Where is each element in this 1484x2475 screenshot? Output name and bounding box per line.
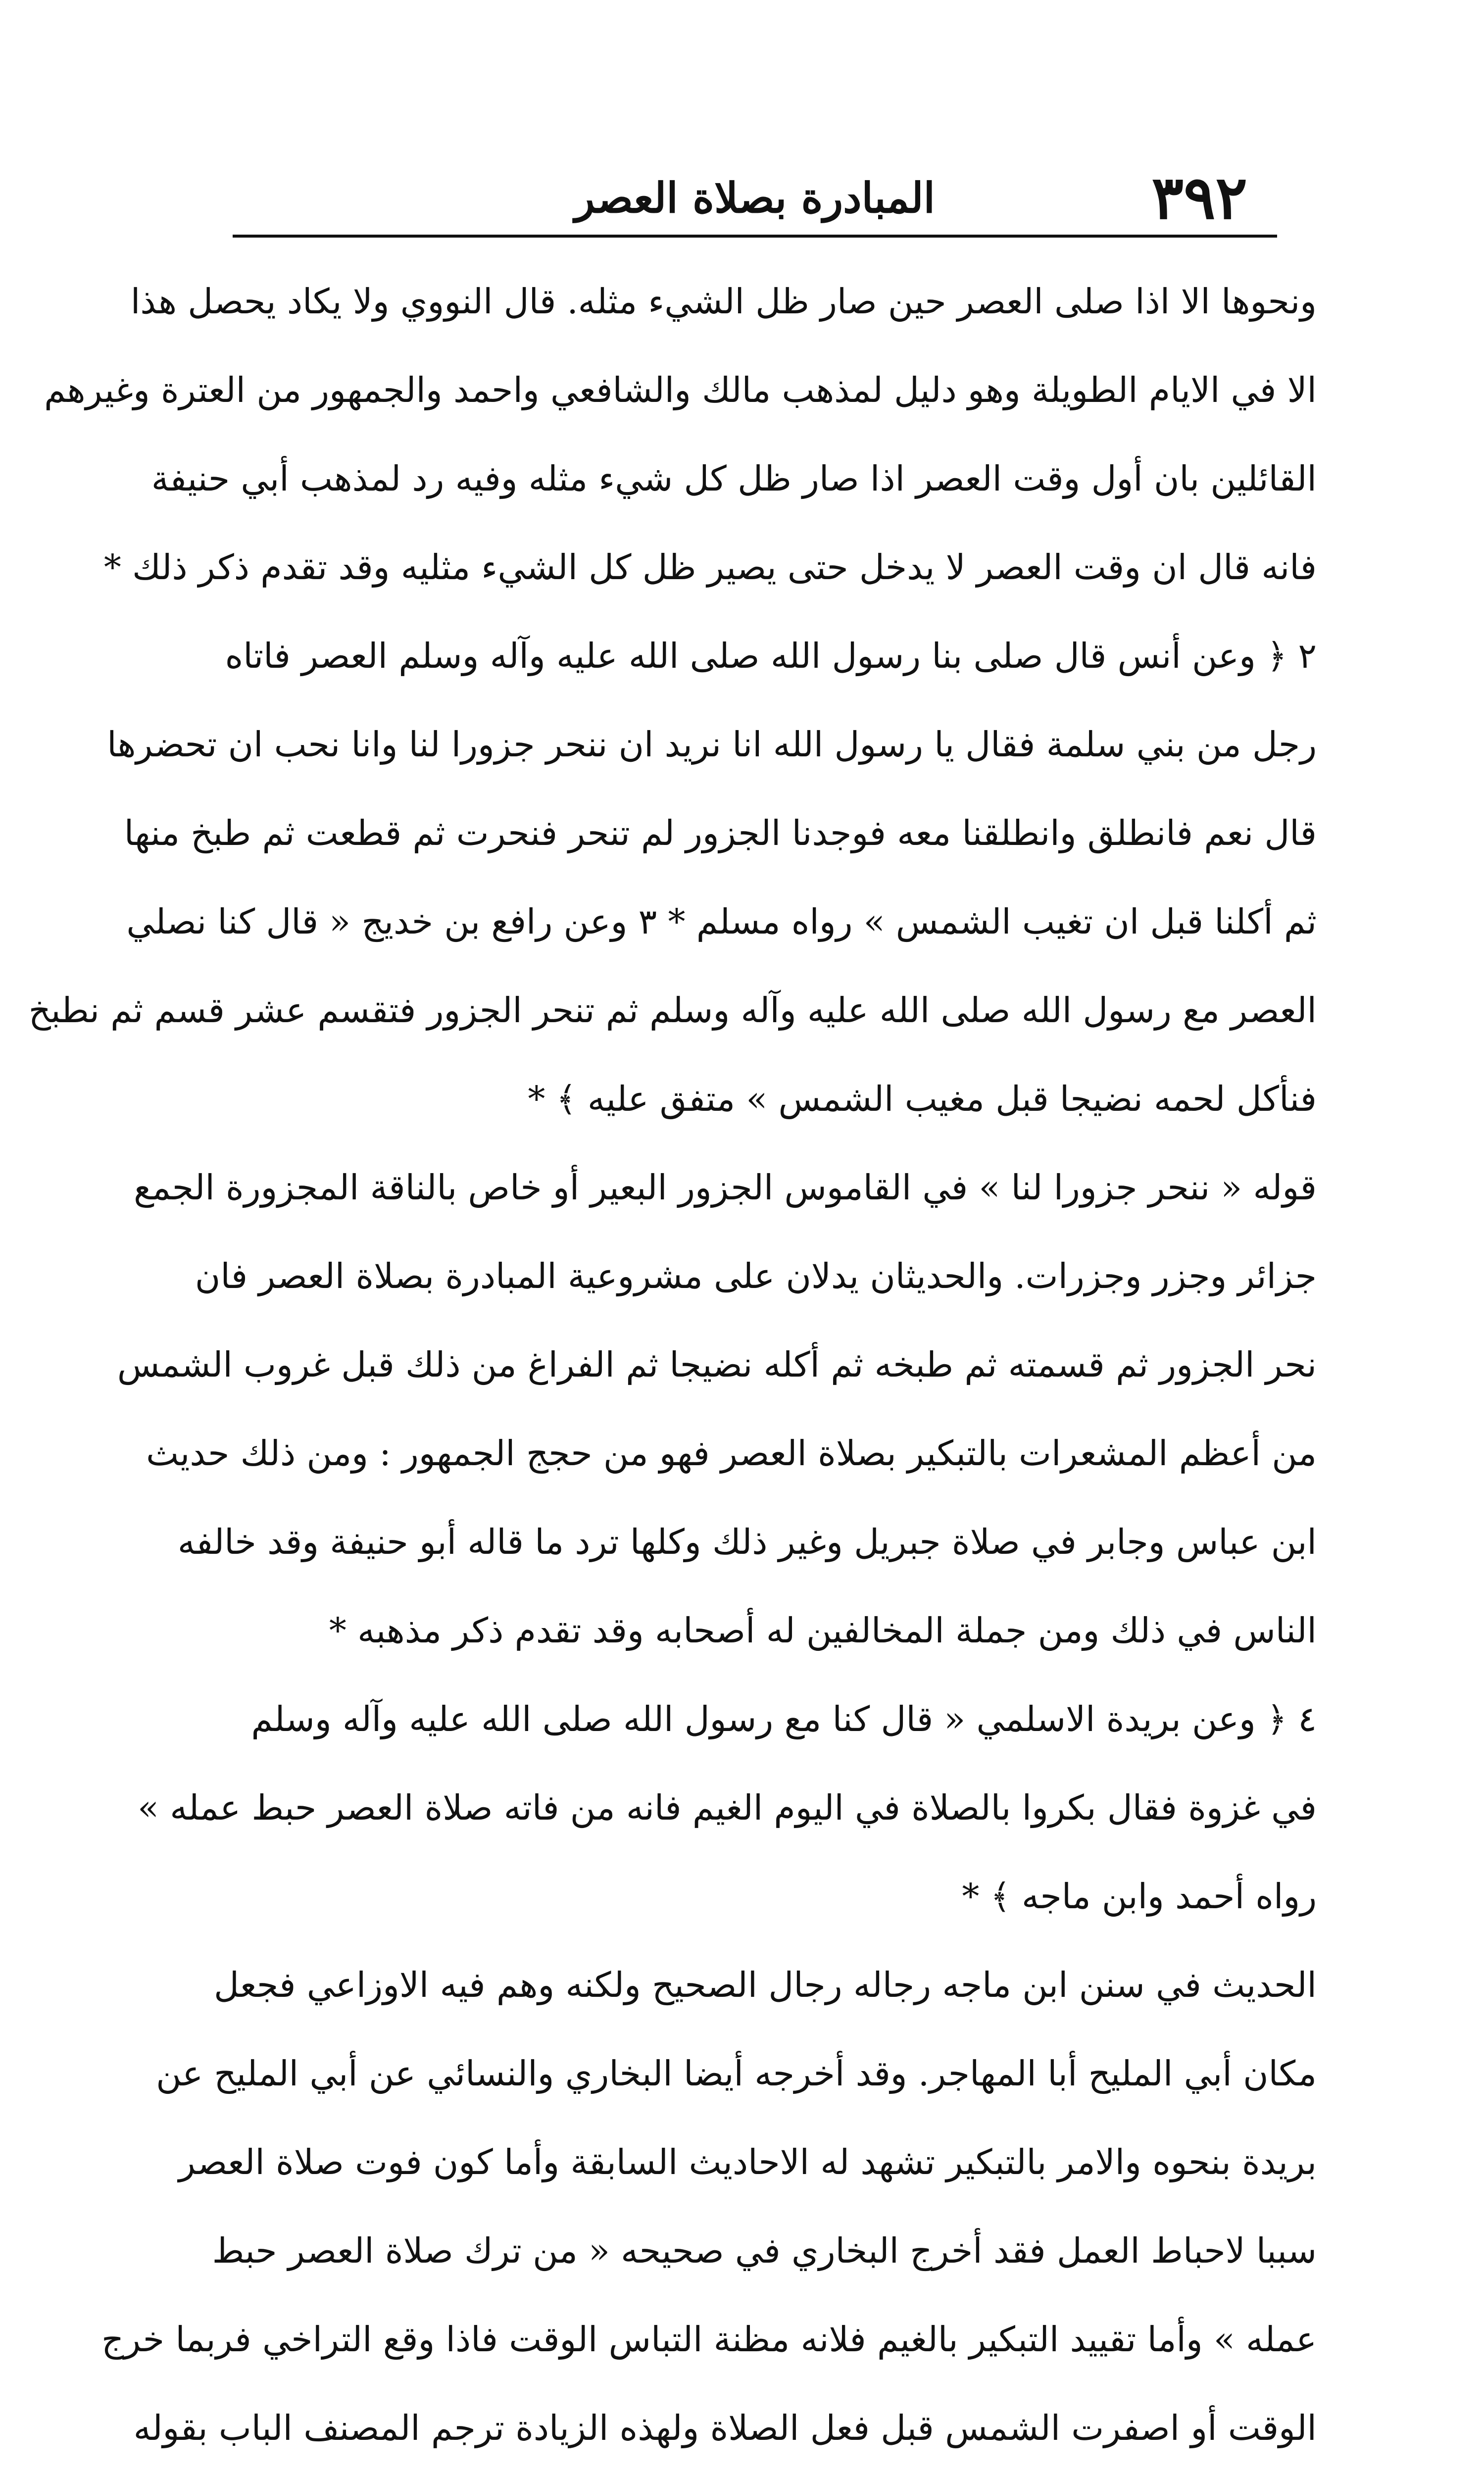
page-number: ٣٩٢: [1151, 163, 1247, 233]
hadith-line: ثم أكلنا قبل ان تغيب الشمس » رواه مسلم * ٣ وعن رافع بن خديج « قال كنا نصلي: [126, 901, 1317, 942]
text-line: القائلين بان أول وقت العصر اذا صار ظل كل شيء مثله وفيه رد لمذهب أبي حنيفة: [151, 458, 1317, 499]
running-title: المبادرة بصلاة العصر: [575, 173, 935, 222]
commentary-line: الوقت أو اصفرت الشمس قبل فعل الصلاة ولهذه الزيادة ترجم المصنف الباب بقوله: [133, 2408, 1317, 2448]
commentary-line: نحر الجزور ثم قسمته ثم طبخه ثم أكله نضيجا ثم الفراغ من ذلك قبل غروب الشمس: [117, 1344, 1317, 1385]
hadith-line: ٢ ﴿ وعن أنس قال صلى بنا رسول الله صلى الله عليه وآله وسلم العصر فاتاه: [225, 636, 1317, 676]
text-line: ونحوها الا اذا صلى العصر حين صار ظل الشيء مثله. قال النووي ولا يكاد يحصل هذا: [130, 281, 1317, 322]
commentary-line: بريدة بنحوه والامر بالتبكير تشهد له الاحاديث السابقة وأما كون فوت صلاة العصر: [178, 2142, 1317, 2182]
page-header: [233, 163, 1277, 238]
commentary-line: جزائر وجزر وجزرات. والحديثان يدلان على مشروعية المبادرة بصلاة العصر فان: [195, 1256, 1317, 1296]
commentary-line: من أعظم المشعرات بالتبكير بصلاة العصر فهو من حجج الجمهور : ومن ذلك حديث: [146, 1433, 1317, 1474]
commentary-line: الناس في ذلك ومن جملة المخالفين له أصحابه وقد تقدم ذكر مذهبه *: [329, 1610, 1317, 1651]
hadith-line: قال نعم فانطلق وانطلقنا معه فوجدنا الجزور لم تنحر فنحرت ثم قطعت ثم طبخ منها: [124, 813, 1317, 853]
commentary-line: [198, 2473, 1317, 2475]
commentary-line: عمله » وأما تقييد التبكير بالغيم فلانه مظنة التباس الوقت فاذا وقع التراخي فربما خرج: [101, 2319, 1317, 2360]
header-rule: [233, 235, 1277, 238]
commentary-line: الحديث في سنن ابن ماجه رجاله رجال الصحيح ولكنه وهم فيه الاوزاعي فجعل: [214, 1965, 1317, 2005]
body-text: [28, 257, 1317, 2475]
hadith-line: في غزوة فقال بكروا بالصلاة في اليوم الغيم فانه من فاته صلاة العصر حبط عمله »: [138, 1787, 1317, 1828]
text-line: فانه قال ان وقت العصر لا يدخل حتى يصير ظل كل الشيء مثليه وقد تقدم ذكر ذلك *: [103, 547, 1317, 588]
commentary-line: سببا لاحباط العمل فقد أخرج البخاري في صحيحه « من ترك صلاة العصر حبط: [212, 2230, 1317, 2271]
hadith-line: فنأكل لحمه نضيجا قبل مغيب الشمس » متفق عليه ﴾ *: [528, 1079, 1317, 1119]
hadith-line: العصر مع رسول الله صلى الله عليه وآله وسلم ثم تنحر الجزور فتقسم عشر قسم ثم نطبخ: [28, 990, 1317, 1031]
hadith-line: ٤ ﴿ وعن بريدة الاسلمي « قال كنا مع رسول الله صلى الله عليه وآله وسلم: [251, 1699, 1317, 1739]
commentary-line: قوله « ننحر جزورا لنا » في القاموس الجزور البعير أو خاص بالناقة المجزورة الجمع: [134, 1167, 1317, 1208]
hadith-line: رواه أحمد وابن ماجه ﴾ *: [962, 1876, 1317, 1917]
commentary-line: مكان أبي المليح أبا المهاجر. وقد أخرجه أيضا البخاري والنسائي عن أبي المليح عن: [156, 2053, 1317, 2094]
text-line: الا في الايام الطويلة وهو دليل لمذهب مالك والشافعي واحمد والجمهور من العترة وغيرهم: [44, 370, 1317, 410]
hadith-line: رجل من بني سلمة فقال يا رسول الله انا نريد ان ننحر جزورا لنا وانا نحب ان تحضرها: [107, 724, 1317, 765]
commentary-line: ابن عباس وجابر في صلاة جبريل وغير ذلك وكلها ترد ما قاله أبو حنيفة وقد خالفه: [177, 1522, 1317, 1562]
